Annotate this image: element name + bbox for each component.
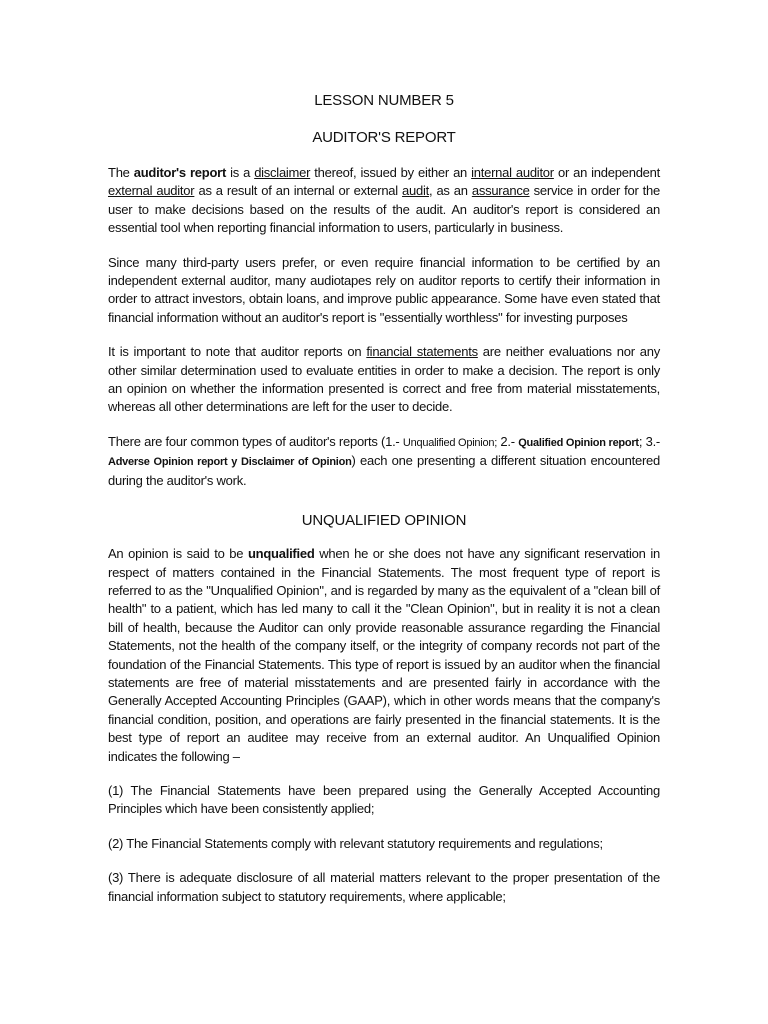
intro-paragraph-2: Since many third-party users prefer, or even require financial information to be certified by an independent external auditor, many audiotapes rely on auditor reports to certify their information in order to attract investors, obtain loans, and improve public appearance. Some have even stated that financial information without an auditor's report is "essentially worthless" for investing purposes xyxy=(108,254,660,325)
text-run: There are four common types of auditor's reports (1.- xyxy=(108,433,403,449)
link-internal-auditor[interactable]: internal auditor xyxy=(471,165,554,180)
link-financial-statements[interactable]: financial statements xyxy=(366,344,478,360)
criteria-item-3: (3) There is adequate disclosure of all material matters relevant to the proper presentation of the financial information subject to statutory requirements, where applicable; xyxy=(108,870,660,904)
text-run: when he or she does not have any significant reservation in respect of matters contained in the Financial Statements. The most frequent type of report is referred to as the "Unqualified Opinion", and is regarded by many as the equivalent of a "clean bill of health" to a patient, which has led many to call it the "Clean Opinion", but in reality it is not a clean bill of health, because the Auditor can only provide reasonable assurance regarding the Financial Statements, not the health of the company itself, or the integrity of company records not part of the foundation of the Financial Statements. This type of report is issued by an auditor when the financial statements are free of material misstatements and are presented fairly in accordance with the Generally Accepted Accounting Principles (GAAP), which in other words means that the company's financial condition, position, and operations are fairly presented in the financial statements. It is the best type of report an auditee may receive from an external auditor. An Unqualified Opinion indicates the following – xyxy=(108,546,660,764)
section-heading-unqualified: UNQUALIFIED OPINION xyxy=(301,512,467,530)
text-run: ; 3.- xyxy=(638,433,661,449)
text-run: is a xyxy=(226,165,255,180)
intro-paragraph-4 xyxy=(108,433,660,490)
intro-paragraph-1 xyxy=(108,164,660,238)
report-title: AUDITOR'S REPORT xyxy=(312,129,456,146)
term-unqualified: unqualified xyxy=(247,546,315,562)
lesson-title: LESSON NUMBER 5 xyxy=(314,92,454,109)
text-run: or an independent xyxy=(553,165,660,180)
text-run: ) each one presenting a different situation encountered during the auditor's work. xyxy=(108,453,660,488)
text-run: An opinion is said to be xyxy=(108,546,248,562)
text-run: service in order for the user to make decisions based on the results of the audit. An auditor's report is considered an essential tool when reporting financial information to users, particularly in business. xyxy=(108,183,660,236)
text-run: as a result of an internal or external xyxy=(194,183,403,199)
text-run: It is important to note that auditor reports on xyxy=(108,344,367,360)
link-disclaimer[interactable]: disclaimer xyxy=(254,165,311,180)
link-audit[interactable]: audit xyxy=(402,183,429,199)
type-qualified: Qualified Opinion report xyxy=(518,436,639,449)
term-auditors-report: auditor's report xyxy=(133,165,227,180)
unqualified-paragraph xyxy=(108,545,660,766)
text-run: 2.- xyxy=(497,433,519,449)
criteria-item-2: (2) The Financial Statements comply with relevant statutory requirements and regulations; xyxy=(108,835,603,851)
text-run: thereof, issued by either an xyxy=(310,165,472,180)
text-run: , as an xyxy=(428,183,472,199)
link-assurance[interactable]: assurance xyxy=(471,183,530,199)
type-adverse-disclaimer: Adverse Opinion report y Disclaimer of Opinion xyxy=(108,456,352,469)
text-run: are neither evaluations nor any other similar determination used to evaluate entities in order to make a decision. The report is only an opinion on whether the information presented is correct and free from material misstatements, whereas all other determinations are left for the user to decide. xyxy=(108,344,660,415)
link-external-auditor[interactable]: external auditor xyxy=(108,183,195,199)
intro-paragraph-3 xyxy=(108,343,660,417)
text-run: The xyxy=(108,165,134,180)
type-unqualified: Unqualified Opinion; xyxy=(402,436,498,449)
criteria-item-1: (1) The Financial Statements have been prepared using the Generally Accepted Accounting Principles which have been consistently applied; xyxy=(108,782,660,817)
